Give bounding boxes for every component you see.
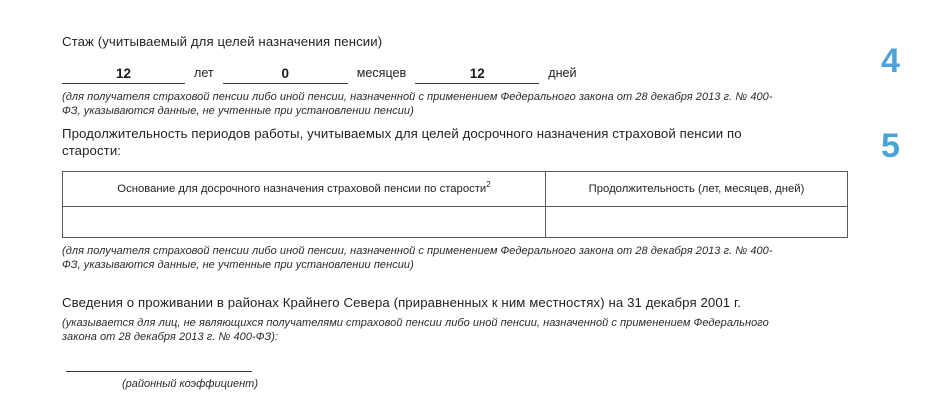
stazh-days-unit-label: дней: [548, 65, 577, 80]
table-header-basis-text: Основание для досрочного назначения страховой пенсии по старости: [117, 182, 487, 195]
table-header-basis-text-wrap: [63, 179, 545, 196]
section-periods-heading-line-1: Продолжительность периодов работы, учитываемых для целей досрочного назначения страховой пенсии по: [62, 125, 742, 141]
table-header-cell-basis: [63, 171, 546, 206]
periods-note-line-1: (для получателя страховой пенсии либо иной пенсии, назначенной с применением Федерального закона от 28 декабря 2013 г. № 400-: [62, 244, 773, 257]
stazh-note-line-1: (для получателя страховой пенсии либо иной пенсии, назначенной с применением Федерального закона от 28 декабря 2013 г. № 400-: [62, 90, 773, 103]
document-content: [62, 33, 847, 390]
north-note-line-2: закона от 28 декабря 2013 г. № 400-ФЗ):: [62, 331, 279, 343]
stazh-years-unit-label: лет: [194, 65, 214, 80]
section-stazh-heading: Стаж (учитываемый для целей назначения пенсии): [62, 34, 383, 49]
section-periods-heading: [62, 125, 847, 160]
table-header-row: [63, 171, 848, 206]
stazh-note: [62, 90, 847, 118]
coefficient-input[interactable]: [66, 370, 252, 372]
section-periods-heading-line-2: старости:: [62, 143, 122, 158]
table-header-cell-duration: [546, 171, 848, 206]
table-cell-basis[interactable]: [63, 206, 546, 237]
table-header-duration-text: Продолжительность (лет, месяцев, дней): [588, 182, 805, 195]
periods-table: [62, 171, 848, 238]
stazh-days-input[interactable]: 12: [415, 63, 539, 84]
stazh-fields-row: [62, 60, 847, 84]
periods-note: [62, 244, 847, 272]
stazh-note-line-2: ФЗ, указываются данные, не учтенные при установлении пенсии): [62, 104, 414, 117]
north-note: [62, 316, 847, 344]
periods-note-line-2: ФЗ, указываются данные, не учтенные при установлении пенсии): [62, 258, 414, 271]
north-note-line-1: (указывается для лиц, не являющихся получателями страховой пенсии либо иной пенсии, назначенной с применением Федерального: [62, 317, 769, 329]
table-row: [63, 206, 848, 237]
stazh-years-input[interactable]: 12: [62, 63, 185, 84]
annotation-marker-5: 5: [881, 127, 900, 165]
section-north-heading: Сведения о проживании в районах Крайнего Севера (приравненных к ним местностях) на 31 декабря 2001 г.: [62, 294, 742, 310]
coefficient-field-group: [62, 370, 310, 390]
stazh-months-input[interactable]: 0: [223, 63, 348, 84]
table-cell-duration[interactable]: [546, 206, 848, 237]
annotation-marker-4: 4: [881, 42, 900, 80]
table-header-footnote-marker: 2: [486, 179, 491, 189]
coefficient-caption: (районный коэффициент): [121, 378, 258, 390]
stazh-months-unit-label: месяцев: [356, 65, 407, 80]
